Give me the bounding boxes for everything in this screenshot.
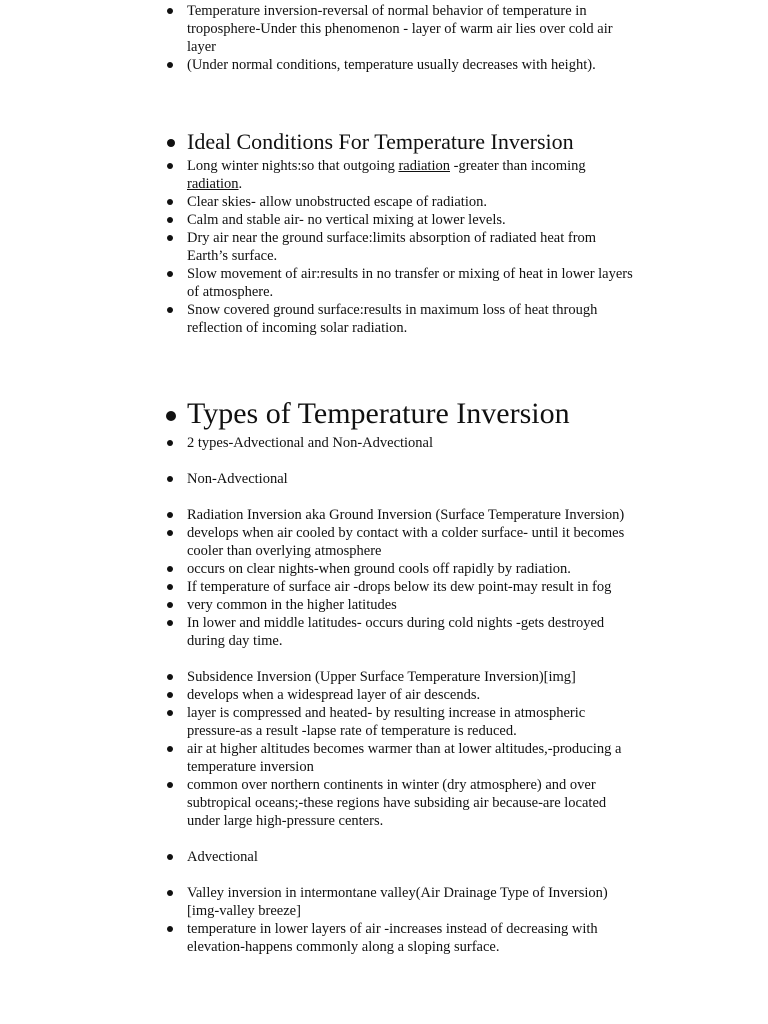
intro-list	[165, 2, 635, 74]
list-item: 2 types-Advectional and Non-Advectional	[165, 434, 635, 452]
list-item: Advectional	[165, 848, 635, 866]
list-item: develops when air cooled by contact with a colder surface- until it becomes cooler than overlying atmosphere	[165, 524, 635, 560]
list-item-text: -greater than incoming	[450, 158, 586, 174]
list-item: Snow covered ground surface:results in maximum loss of heat through reflection of incoming solar radiation.	[165, 301, 635, 337]
list-item: Slow movement of air:results in no transfer or mixing of heat in lower layers of atmosphere.	[165, 265, 635, 301]
list-item: In lower and middle latitudes- occurs during cold nights -gets destroyed during day time.	[165, 614, 635, 650]
list-item: If temperature of surface air -drops below its dew point-may result in fog	[165, 578, 635, 596]
list-item: very common in the higher latitudes	[165, 596, 635, 614]
list-item: layer is compressed and heated- by resulting increase in atmospheric pressure-as a result -lapse rate of temperature is reduced.	[165, 704, 635, 740]
list-item: develops when a widespread layer of air descends.	[165, 686, 635, 704]
section-heading-types: Types of Temperature Inversion	[165, 397, 707, 431]
radiation-link[interactable]: radiation	[187, 176, 239, 192]
list-item: (Under normal conditions, temperature usually decreases with height).	[165, 56, 635, 74]
list-item-text: .	[238, 176, 243, 192]
list-item: Clear skies- allow unobstructed escape of radiation.	[165, 193, 635, 211]
radiation-link[interactable]: radiation	[398, 158, 450, 174]
list-item: Valley inversion in intermontane valley(Air Drainage Type of Inversion) [img-valley breeze]	[165, 884, 635, 920]
list-item: Subsidence Inversion (Upper Surface Temperature Inversion)[img]	[165, 668, 635, 686]
list-item: Dry air near the ground surface:limits absorption of radiated heat from Earth’s surface.	[165, 229, 635, 265]
list-item: common over northern continents in winter (dry atmosphere) and over subtropical oceans;-these regions have subsiding air because-are located under large high-pressure centers.	[165, 776, 635, 830]
list-item: Radiation Inversion aka Ground Inversion (Surface Temperature Inversion)	[165, 506, 635, 524]
list-item: Calm and stable air- no vertical mixing at lower levels.	[165, 211, 635, 229]
list-item: air at higher altitudes becomes warmer than at lower altitudes,-producing a temperature inversion	[165, 740, 635, 776]
section-heading-ideal-conditions: Ideal Conditions For Temperature Inversion	[165, 129, 687, 155]
list-item: temperature in lower layers of air -increases instead of decreasing with elevation-happens commonly along a sloping surface.	[165, 920, 635, 956]
list-item	[165, 157, 635, 193]
types-list	[165, 434, 635, 956]
list-item: Non-Advectional	[165, 470, 635, 488]
ideal-conditions-list	[165, 157, 635, 337]
list-item-text: Long winter nights:so that outgoing	[187, 158, 399, 174]
list-item: occurs on clear nights-when ground cools off rapidly by radiation.	[165, 560, 635, 578]
list-item: Temperature inversion-reversal of normal behavior of temperature in troposphere-Under this phenomenon - layer of warm air lies over cold air layer	[165, 2, 635, 56]
